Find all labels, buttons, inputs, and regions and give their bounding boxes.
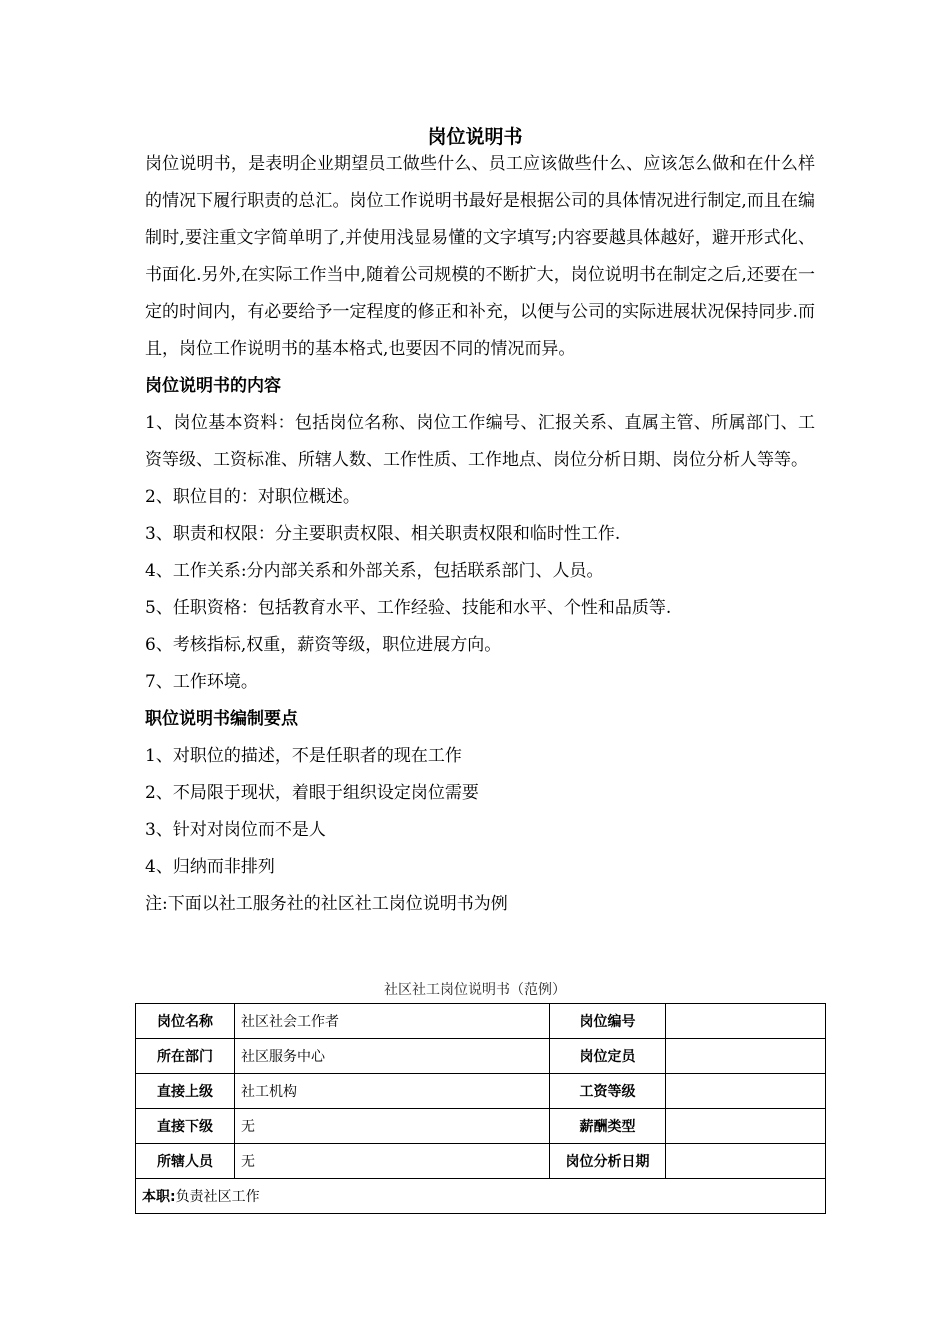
field-label: 直接下级 — [136, 1109, 235, 1144]
field-value — [666, 1004, 826, 1039]
field-value — [666, 1074, 826, 1109]
table-row — [136, 1074, 826, 1109]
field-value: 无 — [235, 1109, 550, 1144]
table-row — [136, 1039, 826, 1074]
document-body — [145, 146, 815, 923]
list-item: 3、针对对岗位而不是人 — [145, 820, 326, 840]
duty-cell — [136, 1179, 826, 1214]
field-label: 所在部门 — [136, 1039, 235, 1074]
field-label: 工资等级 — [550, 1074, 666, 1109]
section-heading-content: 岗位说明书的内容 — [145, 376, 281, 396]
field-label: 薪酬类型 — [550, 1109, 666, 1144]
list-item: 4、归纳而非排列 — [145, 857, 275, 877]
field-label: 岗位定员 — [550, 1039, 666, 1074]
table-row — [136, 1144, 826, 1179]
section-heading-key-points: 职位说明书编制要点 — [145, 709, 298, 729]
field-label: 岗位名称 — [136, 1004, 235, 1039]
duty-label: 本职: — [142, 1189, 176, 1205]
list-item: 4、工作关系:分内部关系和外部关系，包括联系部门、人员。 — [145, 561, 604, 581]
field-value: 社区社会工作者 — [235, 1004, 550, 1039]
list-item: 2、职位目的：对职位概述。 — [145, 487, 360, 507]
note-line: 注:下面以社工服务社的社区社工岗位说明书为例 — [145, 894, 508, 914]
field-label: 岗位编号 — [550, 1004, 666, 1039]
table-row — [136, 1109, 826, 1144]
table-row — [136, 1004, 826, 1039]
field-value — [666, 1109, 826, 1144]
list-item: 7、工作环境。 — [145, 672, 258, 692]
field-value — [666, 1144, 826, 1179]
list-item: 1、对职位的描述，不是任职者的现在工作 — [145, 746, 462, 766]
list-item: 1、岗位基本资料：包括岗位名称、岗位工作编号、汇报关系、直属主管、所属部门、工资等级、工资标准、所辖人数、工作性质、工作地点、岗位分析日期、岗位分析人等等。 — [145, 413, 815, 470]
field-label: 直接上级 — [136, 1074, 235, 1109]
page-title: 岗位说明书 — [427, 126, 523, 148]
field-value — [666, 1039, 826, 1074]
list-item: 3、职责和权限：分主要职责权限、相关职责权限和临时性工作. — [145, 524, 621, 544]
table-caption: 社区社工岗位说明书（范例） — [384, 982, 566, 998]
list-item: 5、任职资格：包括教育水平、工作经验、技能和水平、个性和品质等. — [145, 598, 672, 618]
field-label: 所辖人员 — [136, 1144, 235, 1179]
table-row — [136, 1179, 826, 1214]
list-item: 6、考核指标,权重，薪资等级，职位进展方向。 — [145, 635, 502, 655]
field-value: 无 — [235, 1144, 550, 1179]
duty-text: 负责社区工作 — [175, 1189, 260, 1205]
job-description-table — [135, 1003, 826, 1214]
field-value: 社工机构 — [235, 1074, 550, 1109]
field-label: 岗位分析日期 — [550, 1144, 666, 1179]
intro-paragraph: 岗位说明书，是表明企业期望员工做些什么、员工应该做些什么、应该怎么做和在什么样的情况下履行职责的总汇。岗位工作说明书最好是根据公司的具体情况进行制定,而且在编制时,要注重文字简单明了,并使用浅显易懂的文字填写;内容要越具体越好，避开形式化、书面化.另外,在实际工作当中,随着公司规模的不断扩大，岗位说明书在制定之后,还要在一定的时间内，有必要给予一定程度的修正和补充，以便与公司的实际进展状况保持同步.而且，岗位工作说明书的基本格式,也要因不同的情况而异。 — [145, 154, 815, 359]
list-item: 2、不局限于现状，着眼于组织设定岗位需要 — [145, 783, 479, 803]
field-value: 社区服务中心 — [235, 1039, 550, 1074]
